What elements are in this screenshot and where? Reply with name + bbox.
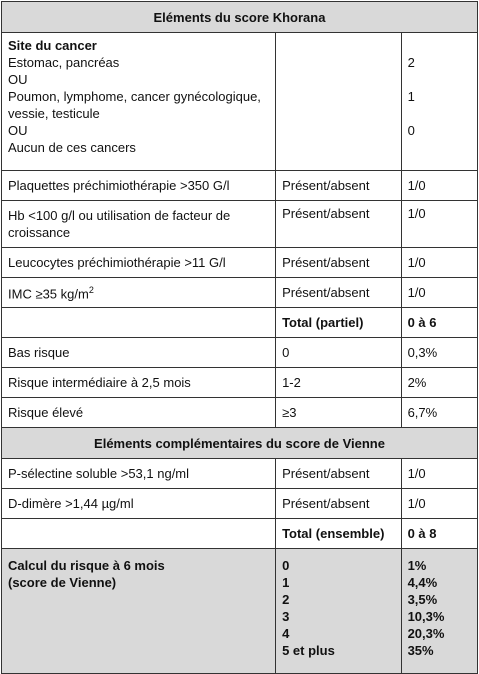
imc-sup: 2 xyxy=(88,285,94,296)
header-khorana: Eléments du score Khorana xyxy=(2,2,478,33)
imc-label: IMC ≥35 kg/m xyxy=(8,286,89,302)
calc-scores xyxy=(276,549,402,674)
site-mid-empty xyxy=(276,33,402,171)
risk-val: 6,7% xyxy=(401,398,477,428)
risk-mid: 0 xyxy=(276,338,402,368)
site-score: 0 xyxy=(407,123,415,138)
total-ensemble-row xyxy=(2,519,478,549)
total-empty xyxy=(2,308,276,338)
risk-val: 2% xyxy=(401,368,477,398)
header-row-vienne xyxy=(2,428,478,459)
calc-row xyxy=(2,549,478,674)
calc-risks xyxy=(401,549,477,674)
risk-mid: 1-2 xyxy=(276,368,402,398)
site-line: OU xyxy=(8,72,28,87)
row-val: 1/0 xyxy=(401,459,477,489)
table-row xyxy=(2,338,478,368)
table-row xyxy=(2,248,478,278)
calc-risk: 20,3% xyxy=(407,626,445,641)
row-label: Leucocytes préchimiothérapie >11 G/l xyxy=(2,248,276,278)
khorana-vienne-table xyxy=(1,1,478,674)
risk-label: Risque élevé xyxy=(2,398,276,428)
risk-val: 0,3% xyxy=(401,338,477,368)
row-mid: Présent/absent xyxy=(276,171,402,201)
total-partiel-label: Total (partiel) xyxy=(276,308,402,338)
site-line: Estomac, pancréas xyxy=(8,55,120,70)
score-table xyxy=(1,1,478,674)
calc-risk: 35% xyxy=(407,643,434,658)
calc-risk: 1% xyxy=(407,558,427,573)
row-val: 1/0 xyxy=(401,278,477,308)
total-empty xyxy=(2,519,276,549)
row-label-line: Hb <100 g/l ou utilisation de facteur de xyxy=(8,208,231,223)
table-row xyxy=(2,278,478,308)
row-mid: Présent/absent xyxy=(276,278,402,308)
calc-score: 2 xyxy=(282,592,290,607)
site-line: OU xyxy=(8,123,28,138)
row-label xyxy=(2,201,276,248)
site-score: 1 xyxy=(407,89,415,104)
calc-score: 3 xyxy=(282,609,290,624)
row-mid: Présent/absent xyxy=(276,489,402,519)
table-row xyxy=(2,459,478,489)
calc-score: 4 xyxy=(282,626,290,641)
row-mid: Présent/absent xyxy=(276,248,402,278)
site-line: Aucun de ces cancers xyxy=(8,140,136,155)
risk-mid: ≥3 xyxy=(276,398,402,428)
calc-score: 5 et plus xyxy=(282,643,335,658)
total-partiel-row xyxy=(2,308,478,338)
row-val: 1/0 xyxy=(401,489,477,519)
row-mid: Présent/absent xyxy=(276,201,402,248)
table-row xyxy=(2,368,478,398)
total-ensemble-val: 0 à 8 xyxy=(401,519,477,549)
calc-risk: 10,3% xyxy=(407,609,445,624)
site-score: 2 xyxy=(407,55,415,70)
header-row-khorana xyxy=(2,2,478,33)
row-mid: Présent/absent xyxy=(276,459,402,489)
table-row xyxy=(2,398,478,428)
calc-risk: 4,4% xyxy=(407,575,438,590)
calc-score: 1 xyxy=(282,575,290,590)
row-label: D-dimère >1,44 µg/ml xyxy=(2,489,276,519)
row-label-line: croissance xyxy=(8,225,71,240)
site-scores-cell xyxy=(401,33,477,171)
table-row xyxy=(2,171,478,201)
calc-score: 0 xyxy=(282,558,290,573)
table-row xyxy=(2,489,478,519)
header-vienne: Eléments complémentaires du score de Vienne xyxy=(2,428,478,459)
row-val: 1/0 xyxy=(401,201,477,248)
calc-risk: 3,5% xyxy=(407,592,438,607)
risk-label: Bas risque xyxy=(2,338,276,368)
row-val: 1/0 xyxy=(401,248,477,278)
table-row xyxy=(2,201,478,248)
site-line: Poumon, lymphome, cancer gynécologique, xyxy=(8,89,261,104)
risk-label: Risque intermédiaire à 2,5 mois xyxy=(2,368,276,398)
row-label xyxy=(2,278,276,308)
total-ensemble-label: Total (ensemble) xyxy=(276,519,402,549)
calc-label-line: Calcul du risque à 6 mois xyxy=(8,558,165,573)
site-row xyxy=(2,33,478,171)
row-label: Plaquettes préchimiothérapie >350 G/l xyxy=(2,171,276,201)
calc-label-line: (score de Vienne) xyxy=(8,575,117,590)
site-title: Site du cancer xyxy=(8,38,97,53)
total-partiel-val: 0 à 6 xyxy=(401,308,477,338)
calc-label xyxy=(2,549,276,674)
site-cell xyxy=(2,33,276,171)
row-label: P-sélectine soluble >53,1 ng/ml xyxy=(2,459,276,489)
row-val: 1/0 xyxy=(401,171,477,201)
site-line: vessie, testicule xyxy=(8,106,100,121)
